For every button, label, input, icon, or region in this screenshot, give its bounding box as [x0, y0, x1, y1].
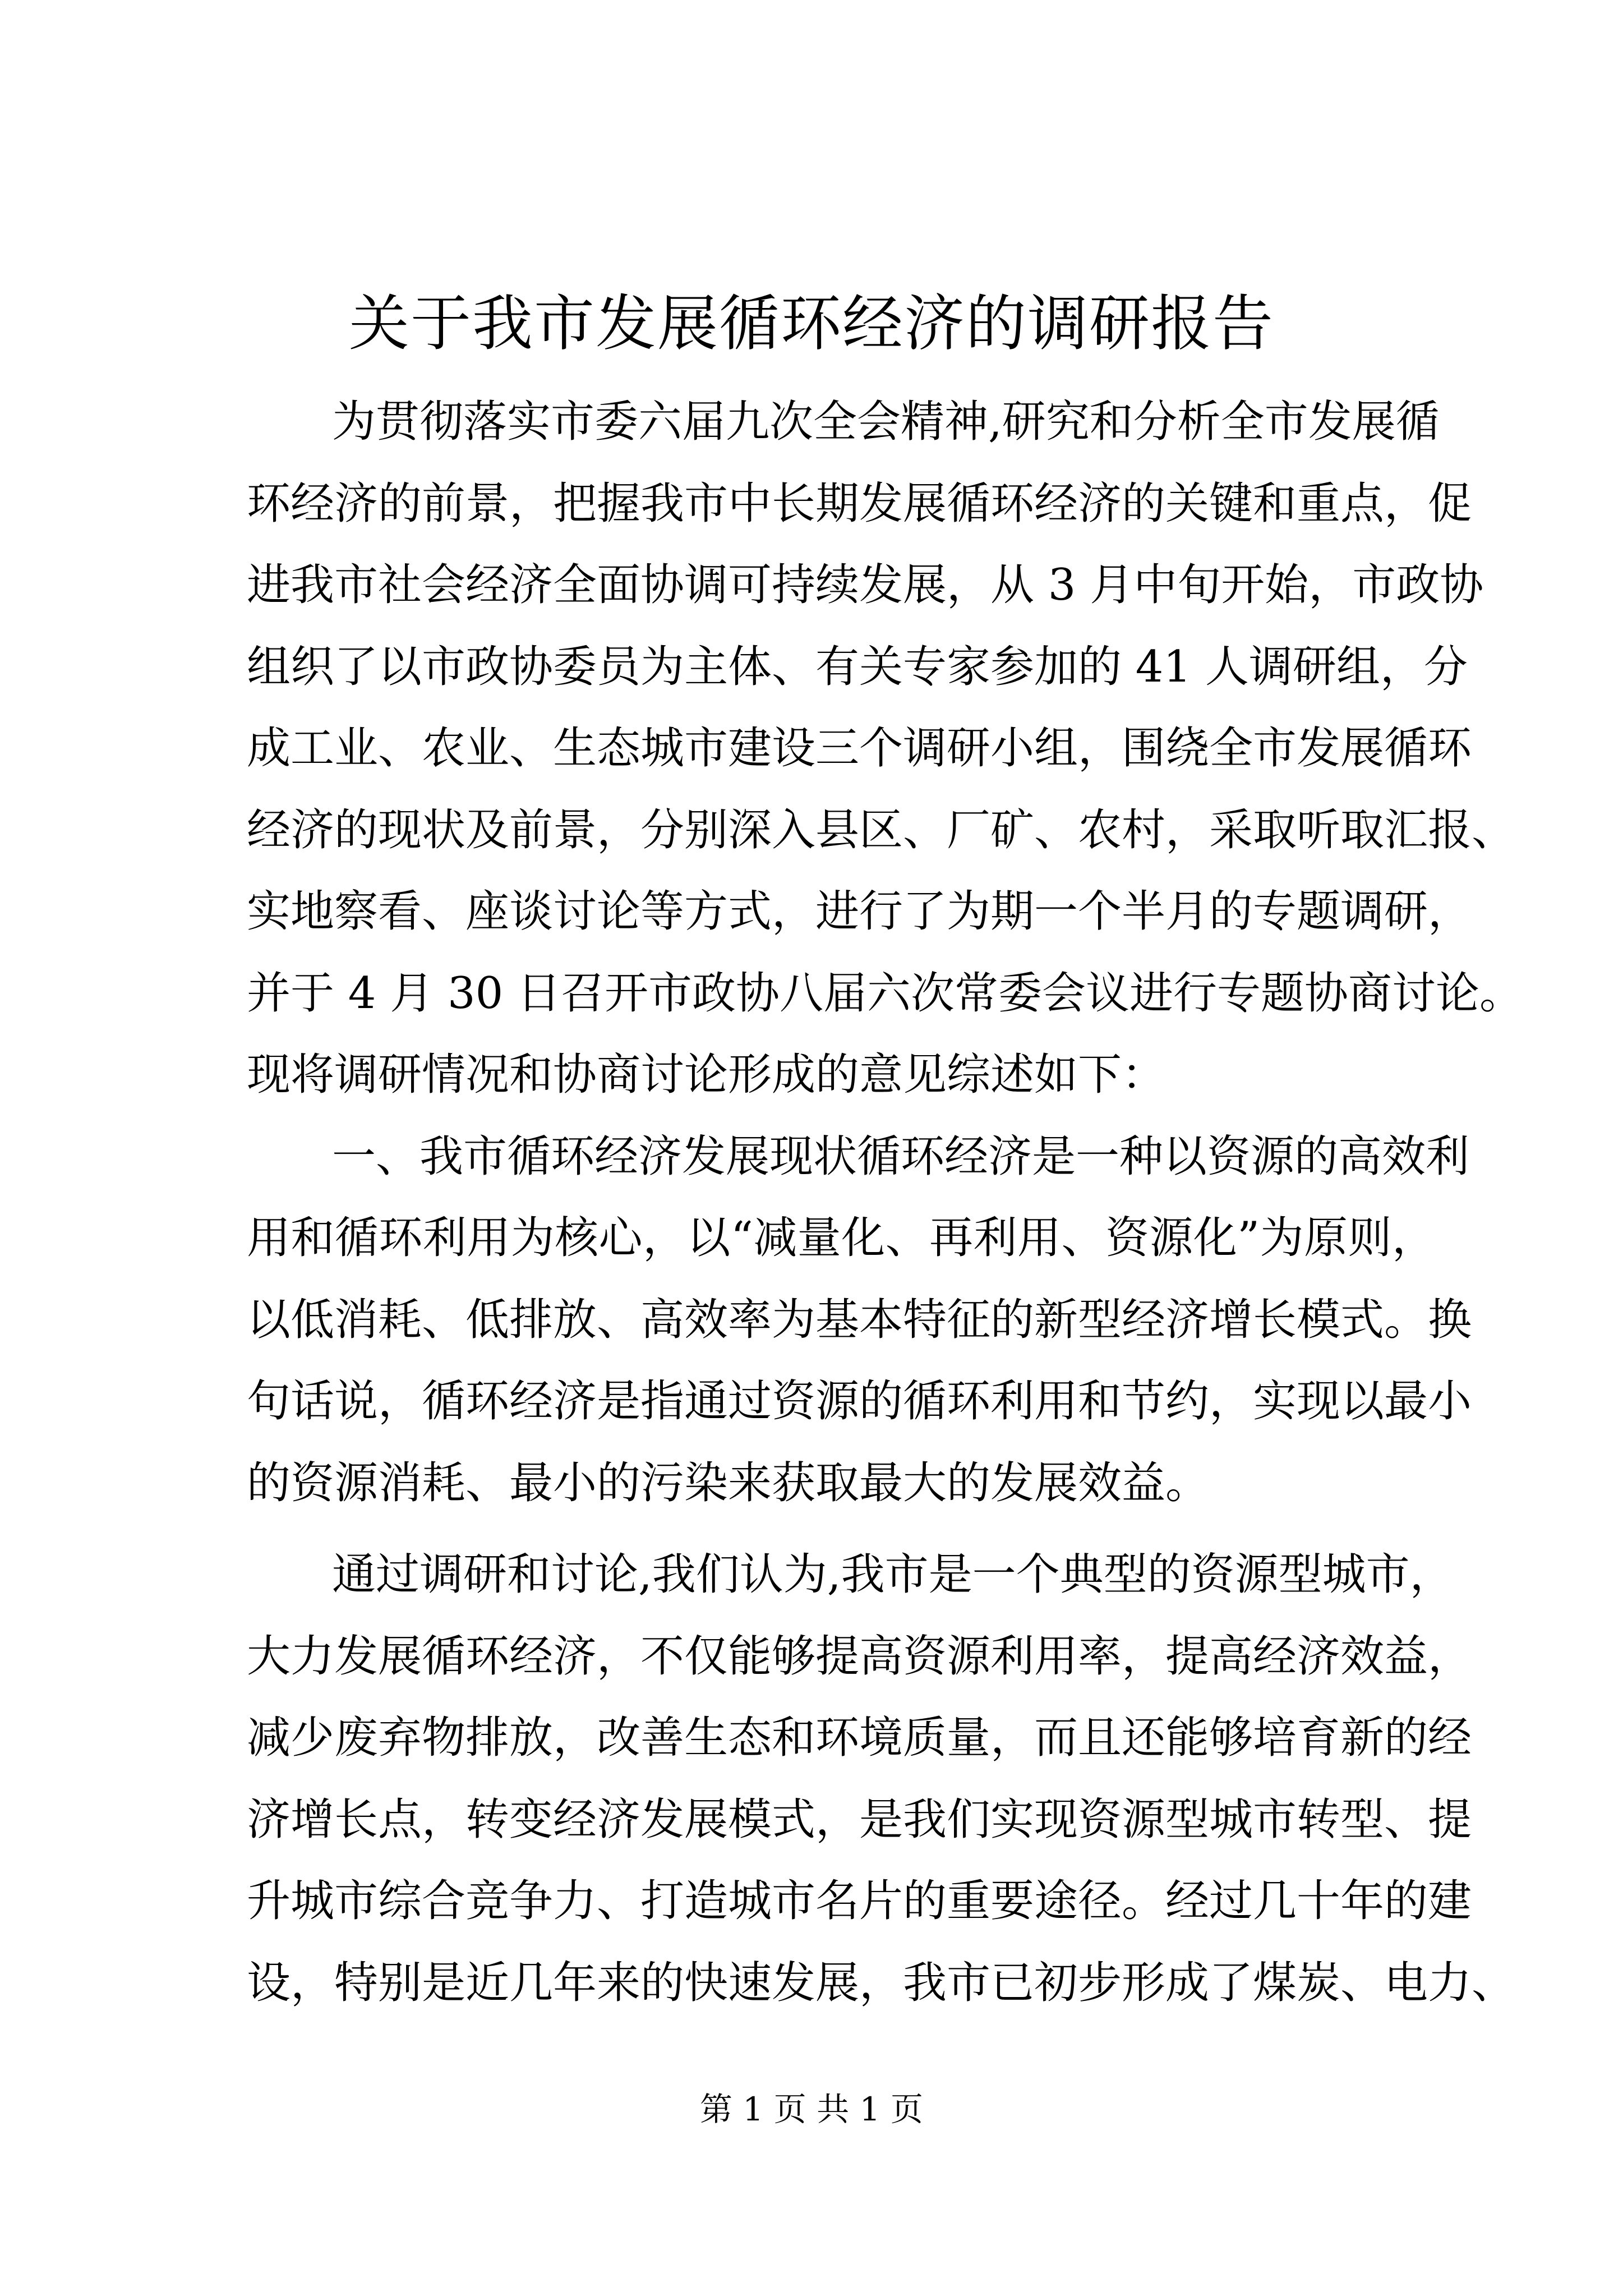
paragraph-line: 的资源消耗、最小的污染来获取最大的发展效益。	[247, 1457, 1210, 1508]
paragraph-line: 为贯彻落实市委六届九次全会精神,研究和分析全市发展循	[332, 397, 1440, 447]
paragraph-line: 大力发展循环经济，不仅能够提高资源利用率，提高经济效益，	[247, 1631, 1472, 1682]
page-footer: 第 1 页 共 1 页	[700, 2090, 923, 2128]
document-title: 关于我市发展循环经济的调研报告	[348, 289, 1274, 359]
paragraph-line: 一、我市循环经济发展现状循环经济是一种以资源的高效利	[332, 1131, 1470, 1182]
paragraph-spacer	[247, 1524, 1436, 1534]
paragraph-line: 设，特别是近几年来的快速发展，我市已初步形成了煤炭、电力、	[247, 1957, 1516, 2008]
paragraph-line: 句话说，循环经济是指通过资源的循环利用和节约，实现以最小	[247, 1376, 1472, 1427]
paragraph-line: 现将调研情况和协商讨论形成的意见综述如下：	[247, 1050, 1166, 1100]
paragraph-line: 用和循环利用为核心，以“减量化、再利用、资源化”为原则，	[247, 1213, 1436, 1263]
paragraph-line: 环经济的前景，把握我市中长期发展循环经济的关键和重点，促	[247, 478, 1472, 529]
paragraph-line: 通过调研和讨论,我们认为,我市是一个典型的资源型城市，	[332, 1549, 1454, 1600]
document-body	[247, 381, 1524, 2024]
paragraph-line: 组织了以市政协委员为主体、有关专家参加的 41 人调研组，分	[247, 641, 1468, 692]
paragraph-line: 济增长点，转变经济发展模式，是我们实现资源型城市转型、提	[247, 1794, 1472, 1845]
paragraph-line: 进我市社会经济全面协调可持续发展，从 3 月中旬开始，市政协	[247, 560, 1484, 610]
paragraph-line: 以低消耗、低排放、高效率为基本特征的新型经济增长模式。换	[247, 1294, 1472, 1345]
paragraph-line: 成工业、农业、生态城市建设三个调研小组，围绕全市发展循环	[247, 723, 1472, 774]
paragraph-line: 升城市综合竞争力、打造城市名片的重要途径。经过几十年的建	[247, 1876, 1472, 1926]
paragraph-line: 并于 4 月 30 日召开市政协八届六次常委会议进行专题协商讨论。	[247, 968, 1524, 1019]
paragraph-line: 经济的现状及前景，分别深入县区、厂矿、农村，采取听取汇报、	[247, 804, 1516, 855]
paragraph-line: 实地察看、座谈讨论等方式，进行了为期一个半月的专题调研，	[247, 886, 1472, 937]
paragraph-line: 减少废弃物排放，改善生态和环境质量，而且还能够培育新的经	[247, 1713, 1472, 1763]
